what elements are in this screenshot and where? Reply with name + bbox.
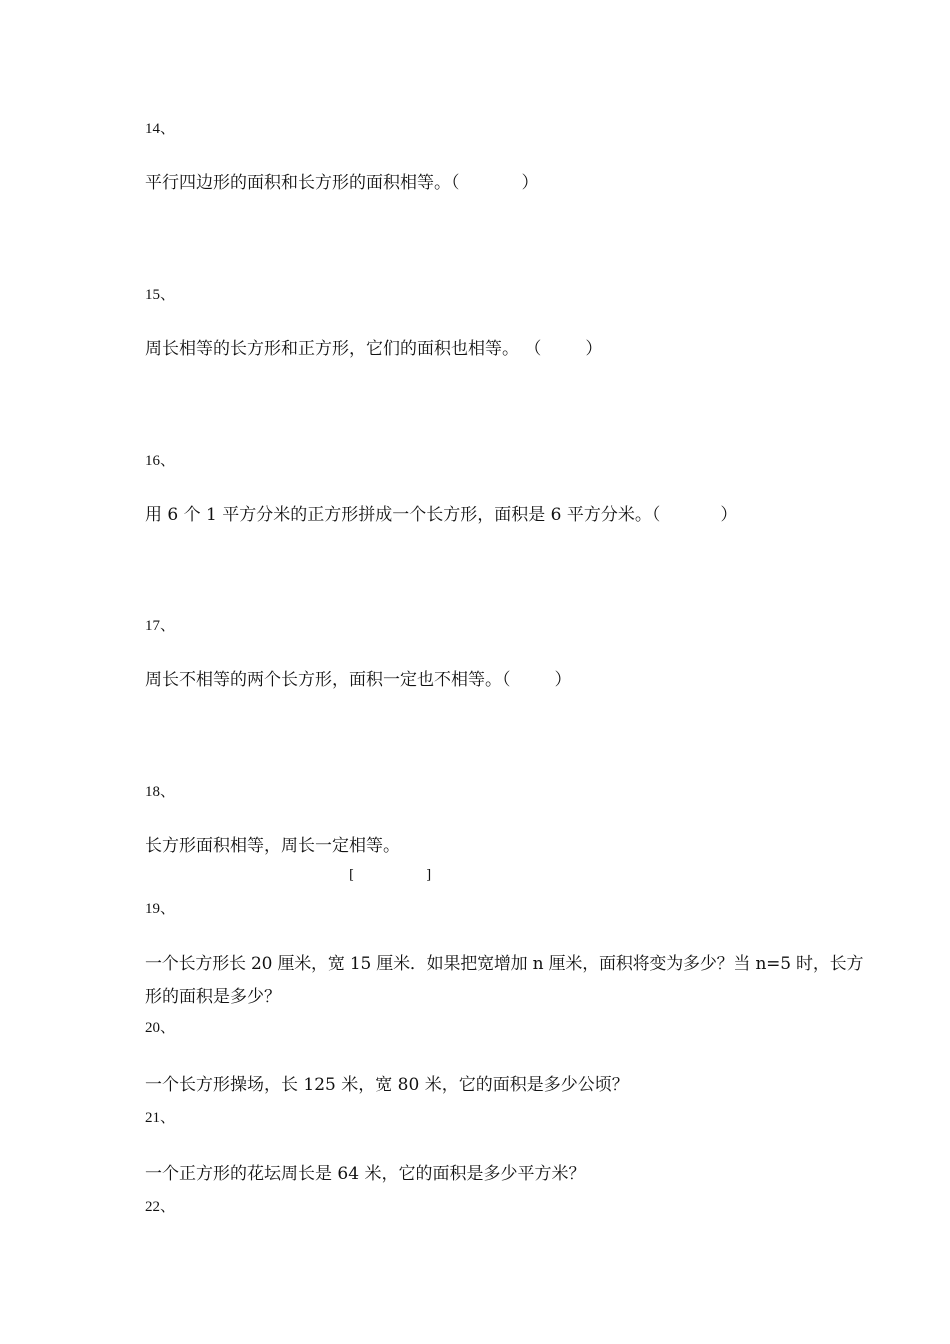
- question-20-statement: 一个长方形操场，长 125 米，宽 80 米，它的面积是多少公顷？: [145, 1075, 629, 1095]
- question-14-number: 14、: [145, 121, 176, 137]
- question-19-statement-line2: 形的面积是多少？: [145, 987, 281, 1007]
- question-16-number: 16、: [145, 453, 176, 469]
- question-15-number: 15、: [145, 287, 176, 303]
- question-20-number: 20、: [145, 1020, 176, 1036]
- question-16-close-paren: ）: [720, 505, 738, 525]
- question-19-number: 19、: [145, 901, 176, 917]
- question-22-number: 22、: [145, 1199, 176, 1215]
- question-18-bracket-close: ]: [426, 868, 432, 883]
- question-17-number: 17、: [145, 618, 176, 634]
- question-18-bracket-open: [: [349, 868, 355, 883]
- question-14-text: [145, 172, 539, 194]
- question-15-text: [145, 338, 602, 360]
- question-15-close-paren: ）: [585, 339, 603, 359]
- question-14-close-paren: ）: [521, 173, 539, 193]
- question-18-answer-bracket: [349, 867, 431, 885]
- question-17-text: [145, 669, 572, 691]
- question-16-text: [145, 504, 737, 526]
- question-21-number: 21、: [145, 1110, 176, 1126]
- question-17-close-paren: ）: [554, 670, 572, 690]
- question-21-statement: 一个正方形的花坛周长是 64 米，它的面积是多少平方米？: [145, 1164, 586, 1184]
- question-14-statement: 平行四边形的面积和长方形的面积相等。（: [145, 173, 460, 193]
- question-18-number: 18、: [145, 784, 176, 800]
- question-17-statement: 周长不相等的两个长方形，面积一定也不相等。（: [145, 670, 511, 690]
- question-16-statement: 用 6 个 1 平方分米的正方形拼成一个长方形，面积是 6 平方分米。（: [145, 505, 661, 525]
- question-18-statement: 长方形面积相等，周长一定相等。: [145, 836, 400, 856]
- question-15-statement: 周长相等的长方形和正方形，它们的面积也相等。 （: [145, 339, 542, 359]
- question-19-statement-line1: 一个长方形长 20 厘米，宽 15 厘米．如果把宽增加 n 厘米，面积将变为多少？当 n=5 时，长方: [145, 954, 864, 974]
